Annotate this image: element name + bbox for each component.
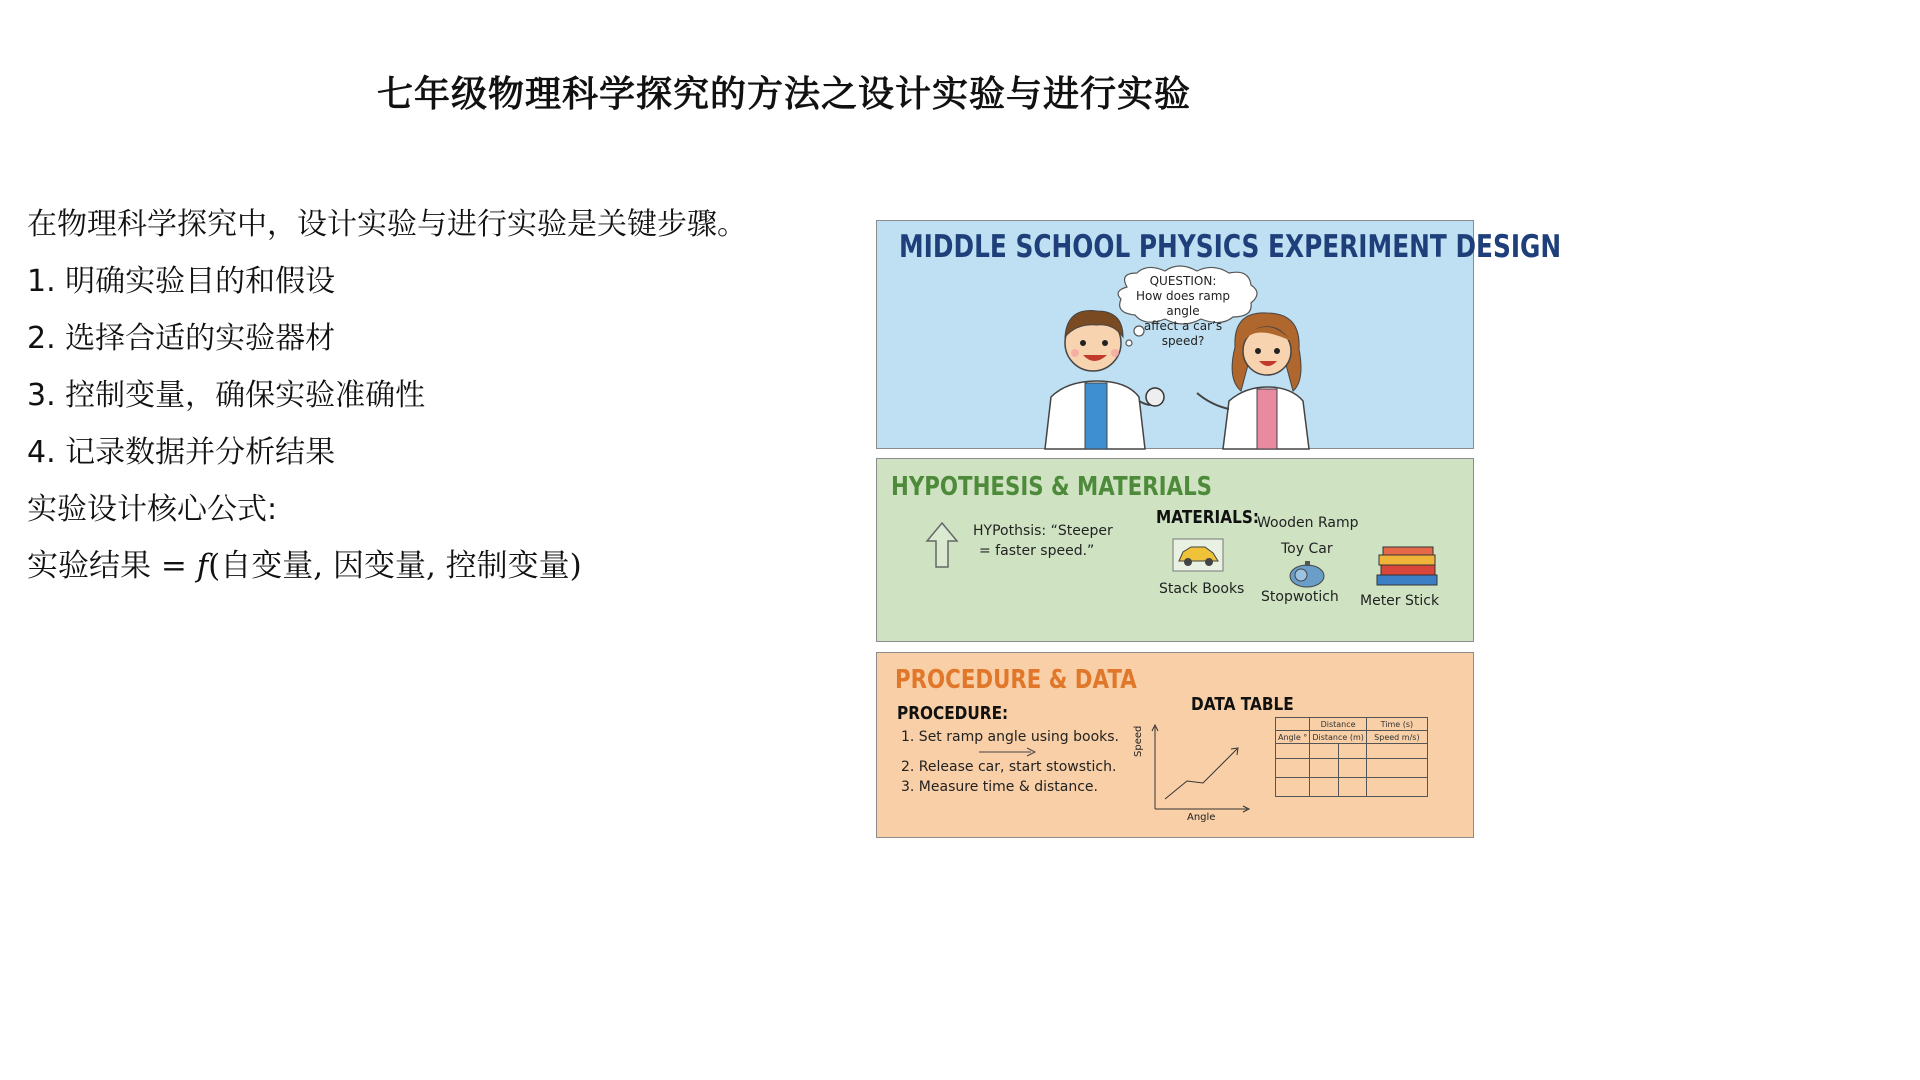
formula-function: f xyxy=(196,548,209,584)
table-row xyxy=(1276,778,1428,797)
formula-equals: = xyxy=(151,548,197,584)
procedure-step-3: 3. Measure time & distance. xyxy=(901,779,1098,795)
panel-1-title: MIDDLE SCHOOL PHYSICS EXPERIMENT DESIGN xyxy=(899,229,1562,265)
materials-label: MATERIALS: xyxy=(1156,507,1259,528)
table-row xyxy=(1276,759,1428,778)
table-cell: Distance (m) xyxy=(1310,731,1367,744)
slide-title: 七年级物理科学探究的方法之设计实验与进行实验 xyxy=(376,74,1191,115)
step-4: 4. 记录数据并分析结果 xyxy=(27,435,336,470)
material-wooden-ramp: Wooden Ramp xyxy=(1257,515,1359,531)
panel-2-title: HYPOTHESIS & MATERIALS xyxy=(891,472,1213,502)
panel-experiment-design xyxy=(876,220,1562,449)
formula-lhs: 实验结果 xyxy=(27,548,151,584)
material-meter-stick: Meter Stick xyxy=(1360,593,1440,609)
graph-y-label: Speed xyxy=(1133,725,1144,757)
table-cell: Distance xyxy=(1310,718,1367,731)
panel-hypothesis-materials xyxy=(876,458,1474,642)
table-row xyxy=(1276,744,1428,759)
data-table-label: DATA TABLE xyxy=(1191,694,1294,715)
bubble-line-2: How does ramp angle xyxy=(1136,289,1230,318)
formula-label: 实验设计核心公式: xyxy=(27,492,278,527)
step-1: 1. 明确实验目的和假设 xyxy=(27,264,336,299)
stopwatch-icon xyxy=(1287,559,1327,589)
speed-angle-graph xyxy=(1143,723,1253,823)
boy-scientist-illustration xyxy=(1027,301,1177,451)
table-row xyxy=(1276,718,1428,731)
girl-scientist-illustration xyxy=(1193,301,1343,451)
panel-procedure-data xyxy=(876,652,1474,838)
up-arrow-icon xyxy=(925,521,959,569)
procedure-step-2: 2. Release car, start stowstich. xyxy=(901,759,1117,775)
table-cell: Speed m/s) xyxy=(1366,731,1427,744)
text-column xyxy=(27,196,847,595)
procedure-label: PROCEDURE: xyxy=(897,703,1009,724)
bubble-line-3: affect a car’s speed? xyxy=(1143,319,1223,348)
books-stack-icon xyxy=(1373,545,1441,589)
formula-args: (自变量, 因变量, 控制变量) xyxy=(208,548,582,584)
graph-x-label: Angle xyxy=(1187,812,1216,823)
intro-text: 在物理科学探究中，设计实验与进行实验是关键步骤。 xyxy=(27,207,747,242)
formula xyxy=(27,538,847,595)
table-cell xyxy=(1276,718,1310,731)
hypothesis-line-2: = faster speed.” xyxy=(979,543,1095,559)
hypothesis-line-1: HYPothsis: “Steeper xyxy=(973,523,1113,539)
material-stopwatch: Stopwotich xyxy=(1261,589,1339,605)
procedure-step-1: 1. Set ramp angle using books. xyxy=(901,729,1119,745)
material-stack-books: Stack Books xyxy=(1159,581,1245,597)
step-3: 3. 控制变量，确保实验准确性 xyxy=(27,378,426,413)
data-table xyxy=(1275,717,1428,797)
step-2: 2. 选择合适的实验器材 xyxy=(27,321,336,356)
panel-3-title: PROCEDURE & DATA xyxy=(895,665,1137,695)
table-row xyxy=(1276,731,1428,744)
table-cell: Angle ° xyxy=(1276,731,1310,744)
arrow-right-icon xyxy=(977,747,1037,757)
bubble-line-1: QUESTION: xyxy=(1149,274,1217,288)
material-toy-car: Toy Car xyxy=(1281,541,1333,557)
table-cell: Time (s) xyxy=(1366,718,1427,731)
toy-car-icon xyxy=(1173,539,1223,571)
